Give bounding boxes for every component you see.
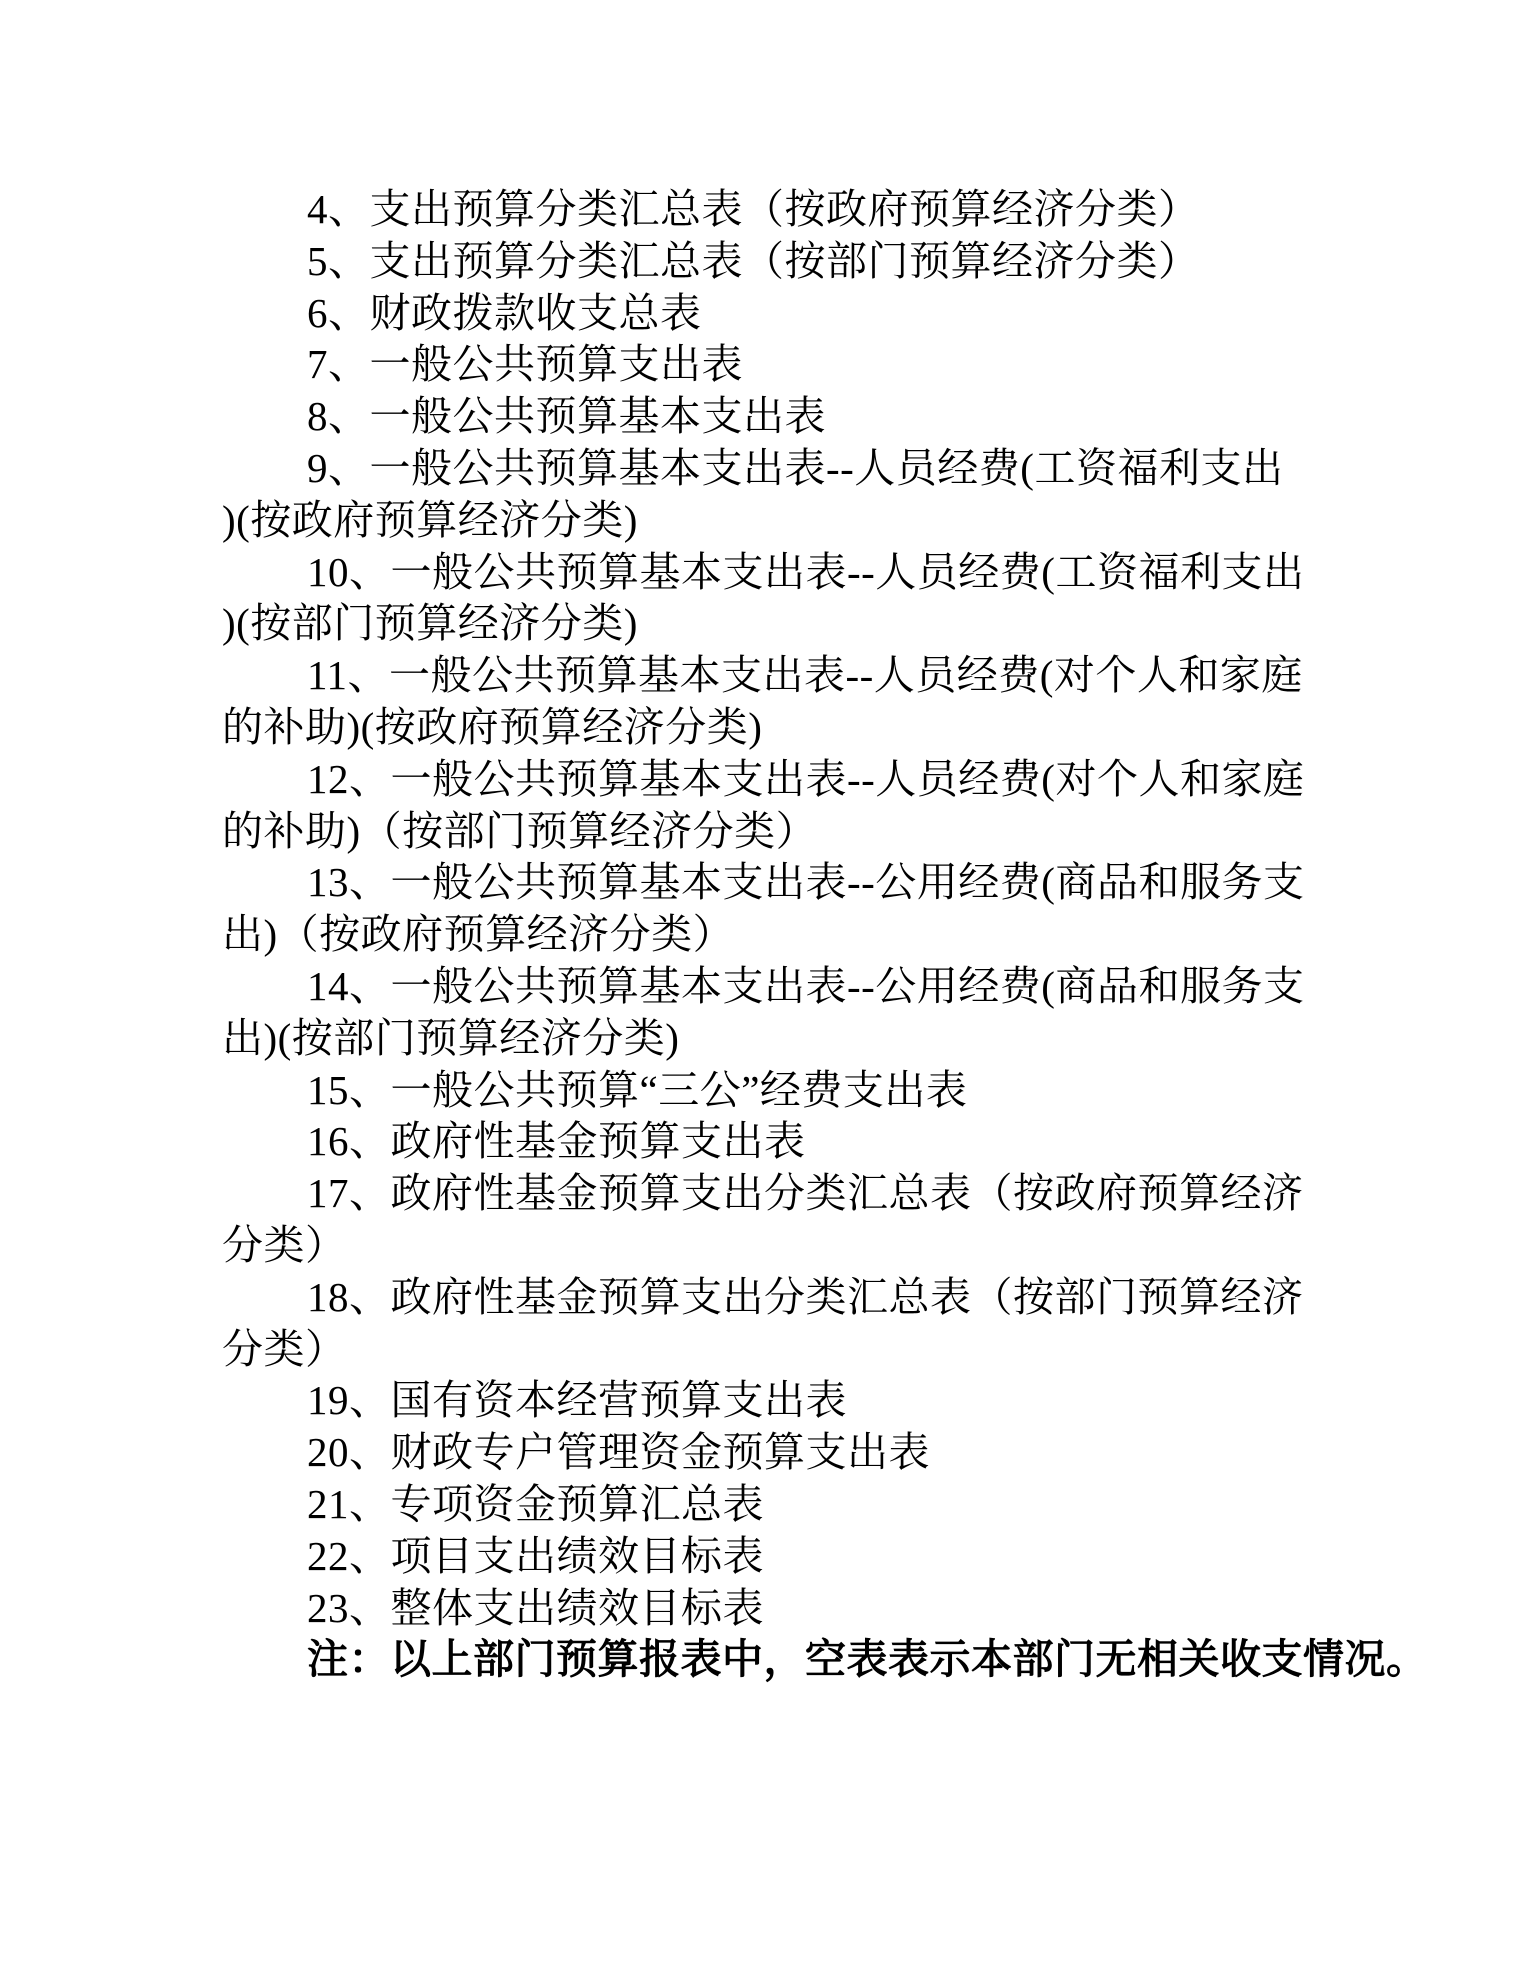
numbered-list (222, 184, 1322, 1634)
list-item-line: 17、政府性基金预算支出分类汇总表（按政府预算经济 (307, 1170, 1304, 1217)
list-item-wrap-line: 的补助)（按部门预算经济分类） (222, 807, 818, 854)
list-item-wrap-line: )(按部门预算经济分类) (222, 600, 638, 647)
list-item-line: 15、一般公共预算“三公”经费支出表 (307, 1066, 968, 1113)
list-item-line: 12、一般公共预算基本支出表--人员经费(对个人和家庭 (307, 755, 1305, 802)
list-item-wrap-line: 分类） (222, 1221, 347, 1268)
list-item-line: 18、政府性基金预算支出分类汇总表（按部门预算经济 (307, 1273, 1304, 1320)
list-item-line: 21、专项资金预算汇总表 (307, 1480, 764, 1527)
list-item-line: 22、项目支出绩效目标表 (307, 1532, 764, 1579)
note-line: 注：以上部门预算报表中，空表表示本部门无相关收支情况。 (307, 1636, 1428, 1683)
list-item-line: 9、一般公共预算基本支出表--人员经费(工资福利支出 (307, 444, 1284, 491)
list-item-wrap-line: )(按政府预算经济分类) (222, 496, 638, 543)
list-item-wrap-line: 分类） (222, 1325, 347, 1372)
list-item-line: 11、一般公共预算基本支出表--人员经费(对个人和家庭 (307, 652, 1303, 699)
list-item-line: 10、一般公共预算基本支出表--人员经费(工资福利支出 (307, 548, 1305, 595)
list-item-line: 5、支出预算分类汇总表（按部门预算经济分类） (307, 237, 1200, 284)
list-item-line: 14、一般公共预算基本支出表--公用经费(商品和服务支 (307, 962, 1305, 1009)
list-item-wrap-line: 的补助)(按政府预算经济分类) (222, 703, 763, 750)
list-item-line: 20、财政专户管理资金预算支出表 (307, 1429, 930, 1476)
list-item-line: 23、整体支出绩效目标表 (307, 1584, 764, 1631)
budget-report-list (222, 184, 1428, 1686)
list-item-line: 7、一般公共预算支出表 (307, 341, 743, 388)
list-item-line: 16、政府性基金预算支出表 (307, 1118, 806, 1165)
list-item-line: 13、一般公共预算基本支出表--公用经费(商品和服务支 (307, 859, 1305, 906)
list-item-wrap-line: 出)(按部门预算经济分类) (222, 1014, 680, 1061)
list-item-wrap-line: 出)（按政府预算经济分类） (222, 911, 735, 958)
list-item-line: 19、国有资本经营预算支出表 (307, 1377, 847, 1424)
list-item-line: 8、一般公共预算基本支出表 (307, 393, 826, 440)
list-item-line: 6、财政拨款收支总表 (307, 289, 702, 336)
list-item-line: 4、支出预算分类汇总表（按政府预算经济分类） (307, 186, 1200, 232)
